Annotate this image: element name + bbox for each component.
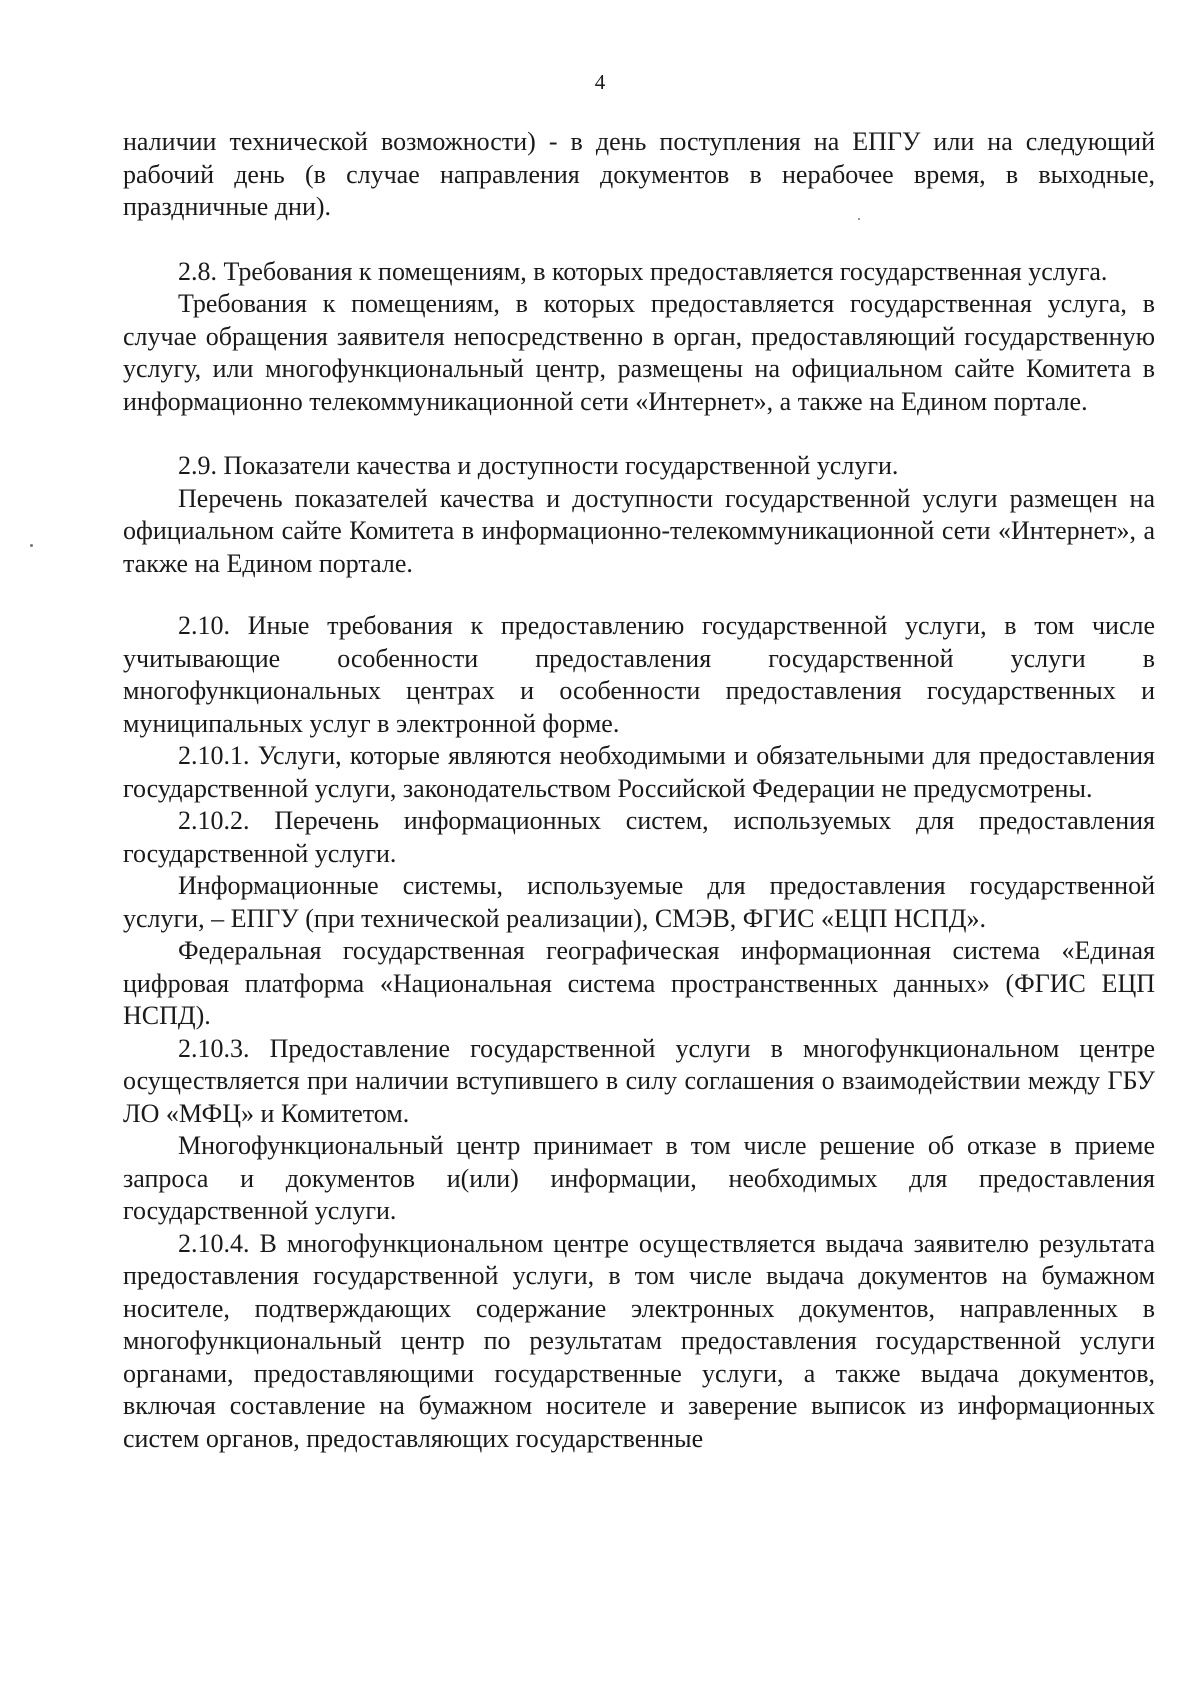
section-2-10-2-heading: 2.10.2. Перечень информационных систем, используемых для предоставления государственной услуги. — [123, 806, 1155, 868]
section-2-10-2-fgis: Федеральная государственная географическая информационная система «Единая цифровая платформа «Национальная система пространственных данных» (ФГИС ЕЦП НСПД). — [123, 936, 1155, 1030]
section-2-10-2-systems: Информационные системы, используемые для предоставления государственной услуги, – ЕПГУ (при технической реализации), СМЭВ, ФГИС «ЕЦП НСПД». — [123, 871, 1155, 933]
paragraph-gap — [123, 224, 1155, 256]
section-2-9-heading: 2.9. Показатели качества и доступности государственной услуги. — [178, 451, 899, 480]
section-2-10-heading: 2.10. Иные требования к предоставлению государственной услуги, в том числе учитывающие особенности предоставления государственной услуги в многофункциональных центрах и особенности предоставления государственных и муниципальных услуг в электронной форме. — [123, 611, 1155, 738]
scan-speck — [30, 544, 33, 547]
document-body — [123, 126, 1155, 1455]
paragraph-gap — [123, 418, 1155, 450]
scan-speck — [858, 218, 860, 220]
section-2-9-body: Перечень показателей качества и доступности государственной услуги размещен на официальном сайте Комитета в информационно-телекоммуникационной сети «Интернет», а также на Едином портале. — [123, 483, 1155, 578]
section-2-10-3: 2.10.3. Предоставление государственной услуги в многофункциональном центре осуществляется при наличии вступившего в силу соглашения о взаимодействии между ГБУ ЛО «МФЦ» и Комитетом. — [123, 1033, 1155, 1128]
paragraph-gap — [123, 580, 1155, 610]
section-2-10-3-mfc: Многофункциональный центр принимает в том числе решение об отказе в приеме запроса и документов и(или) информации, необходимых для предоставления государственной услуги. — [123, 1131, 1155, 1225]
section-2-8-heading: 2.8. Требования к помещениям, в которых предоставляется государственная услуга. — [178, 256, 1108, 286]
paragraph-continuation: наличии технической возможности) - в день поступления на ЕПГУ или на следующий рабочий день (в случае направления документов в нерабочее время, в выходные, праздничные дни). — [123, 127, 1155, 221]
page-number: 4 — [594, 70, 606, 94]
section-2-8-body: Требования к помещениям, в которых предоставляется государственная услуга, в случае обращения заявителя непосредственно в орган, предоставляющий государственную услугу, или многофункциональный центр, размещены на официальном сайте Комитета в информационно телекоммуникационной сети «Интернет», а также на Едином портале. — [123, 289, 1155, 416]
section-2-10-4: 2.10.4. В многофункциональном центре осуществляется выдача заявителю результата предоставления государственной услуги, в том числе выдача документов на бумажном носителе, подтверждающих содержание электронных документов, направленных в многофункциональный центр по результатам предоставления государственной услуги органами, предоставляющими государственные услуги, а также выдача документов, включая составление на бумажном носителе и заверение выписок из информационных систем органов, предоставляющих государственные — [123, 1228, 1155, 1453]
section-2-10-1: 2.10.1. Услуги, которые являются необходимыми и обязательными для предоставления государственной услуги, законодательством Российской Федерации не предусмотрены. — [123, 741, 1155, 803]
